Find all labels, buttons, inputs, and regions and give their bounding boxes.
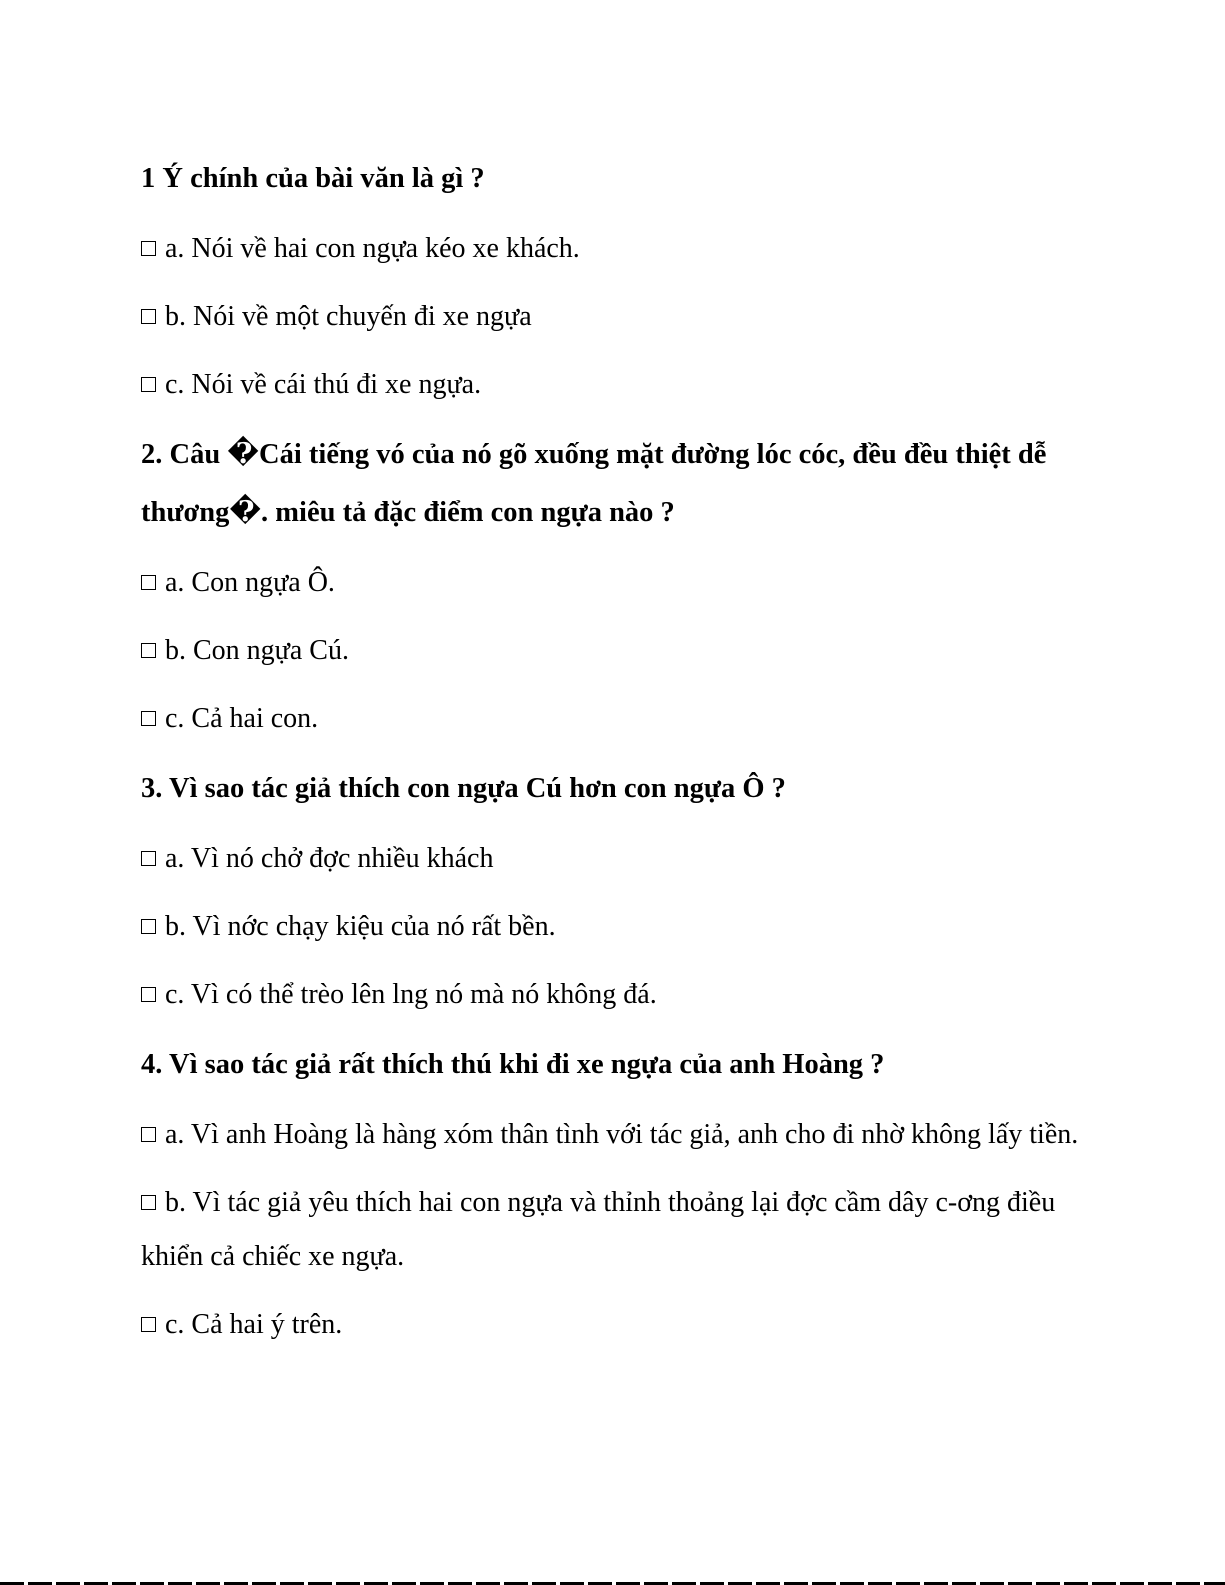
answer-option[interactable] — [141, 290, 1121, 344]
answer-option[interactable] — [141, 1298, 1121, 1352]
option-label: a. Vì nó chở đợc nhiều khách — [165, 843, 494, 874]
question-title: 4. Vì sao tác giả rất thích thú khi đi xe ngựa của anh Hoàng ? — [141, 1049, 885, 1080]
checkbox-icon[interactable] — [141, 1317, 156, 1332]
answer-option[interactable] — [141, 624, 1121, 678]
checkbox-icon[interactable] — [141, 987, 156, 1002]
checkbox-icon[interactable] — [141, 643, 156, 658]
answer-option[interactable] — [141, 1108, 1121, 1162]
answer-option[interactable] — [141, 222, 1121, 276]
option-label: a. Nói về hai con ngựa kéo xe khách. — [165, 233, 580, 264]
question-title: 2. Câu �Cái tiếng vó của nó gõ xuống mặt đường lóc cóc, đều đều thiệt dễ thương�. miêu tả đặc điểm con ngựa nào ? — [141, 439, 1047, 528]
option-label: c. Vì có thể trèo lên lng nó mà nó không đá. — [165, 979, 657, 1010]
option-label: a. Vì anh Hoàng là hàng xóm thân tình với tác giả, anh cho đi nhờ không lấy tiền. — [165, 1119, 1079, 1150]
question-block — [141, 760, 1121, 1022]
checkbox-icon[interactable] — [141, 575, 156, 590]
question-block — [141, 426, 1121, 746]
option-label: a. Con ngựa Ô. — [165, 567, 335, 598]
checkbox-icon[interactable] — [141, 711, 156, 726]
checkbox-icon[interactable] — [141, 309, 156, 324]
answer-option[interactable] — [141, 832, 1121, 886]
checkbox-icon[interactable] — [141, 241, 156, 256]
question-block — [141, 1036, 1121, 1352]
checkbox-icon[interactable] — [141, 851, 156, 866]
answer-option[interactable] — [141, 556, 1121, 610]
answer-option[interactable] — [141, 1176, 1121, 1284]
question-title: 1 Ý chính của bài văn là gì ? — [141, 163, 485, 194]
option-label: c. Cả hai con. — [165, 703, 319, 734]
option-label: b. Vì nớc chạy kiệu của nó rất bền. — [165, 911, 556, 942]
answer-option[interactable] — [141, 358, 1121, 412]
checkbox-icon[interactable] — [141, 377, 156, 392]
option-label: b. Nói về một chuyến đi xe ngựa — [165, 301, 532, 332]
answer-option[interactable] — [141, 692, 1121, 746]
question-title: 3. Vì sao tác giả thích con ngựa Cú hơn con ngựa Ô ? — [141, 773, 786, 804]
question-block — [141, 150, 1121, 412]
option-label: c. Cả hai ý trên. — [165, 1309, 343, 1340]
option-label: c. Nói về cái thú đi xe ngựa. — [165, 369, 482, 400]
answer-option[interactable] — [141, 900, 1121, 954]
quiz-document — [141, 150, 1121, 1352]
option-label: b. Con ngựa Cú. — [165, 635, 349, 666]
checkbox-icon[interactable] — [141, 1195, 156, 1210]
option-label: b. Vì tác giả yêu thích hai con ngựa và thỉnh thoảng lại đợc cầm dây c-ơng điều khiển cả chiếc xe ngựa. — [141, 1187, 1056, 1272]
checkbox-icon[interactable] — [141, 1127, 156, 1142]
checkbox-icon[interactable] — [141, 919, 156, 934]
answer-option[interactable] — [141, 968, 1121, 1022]
